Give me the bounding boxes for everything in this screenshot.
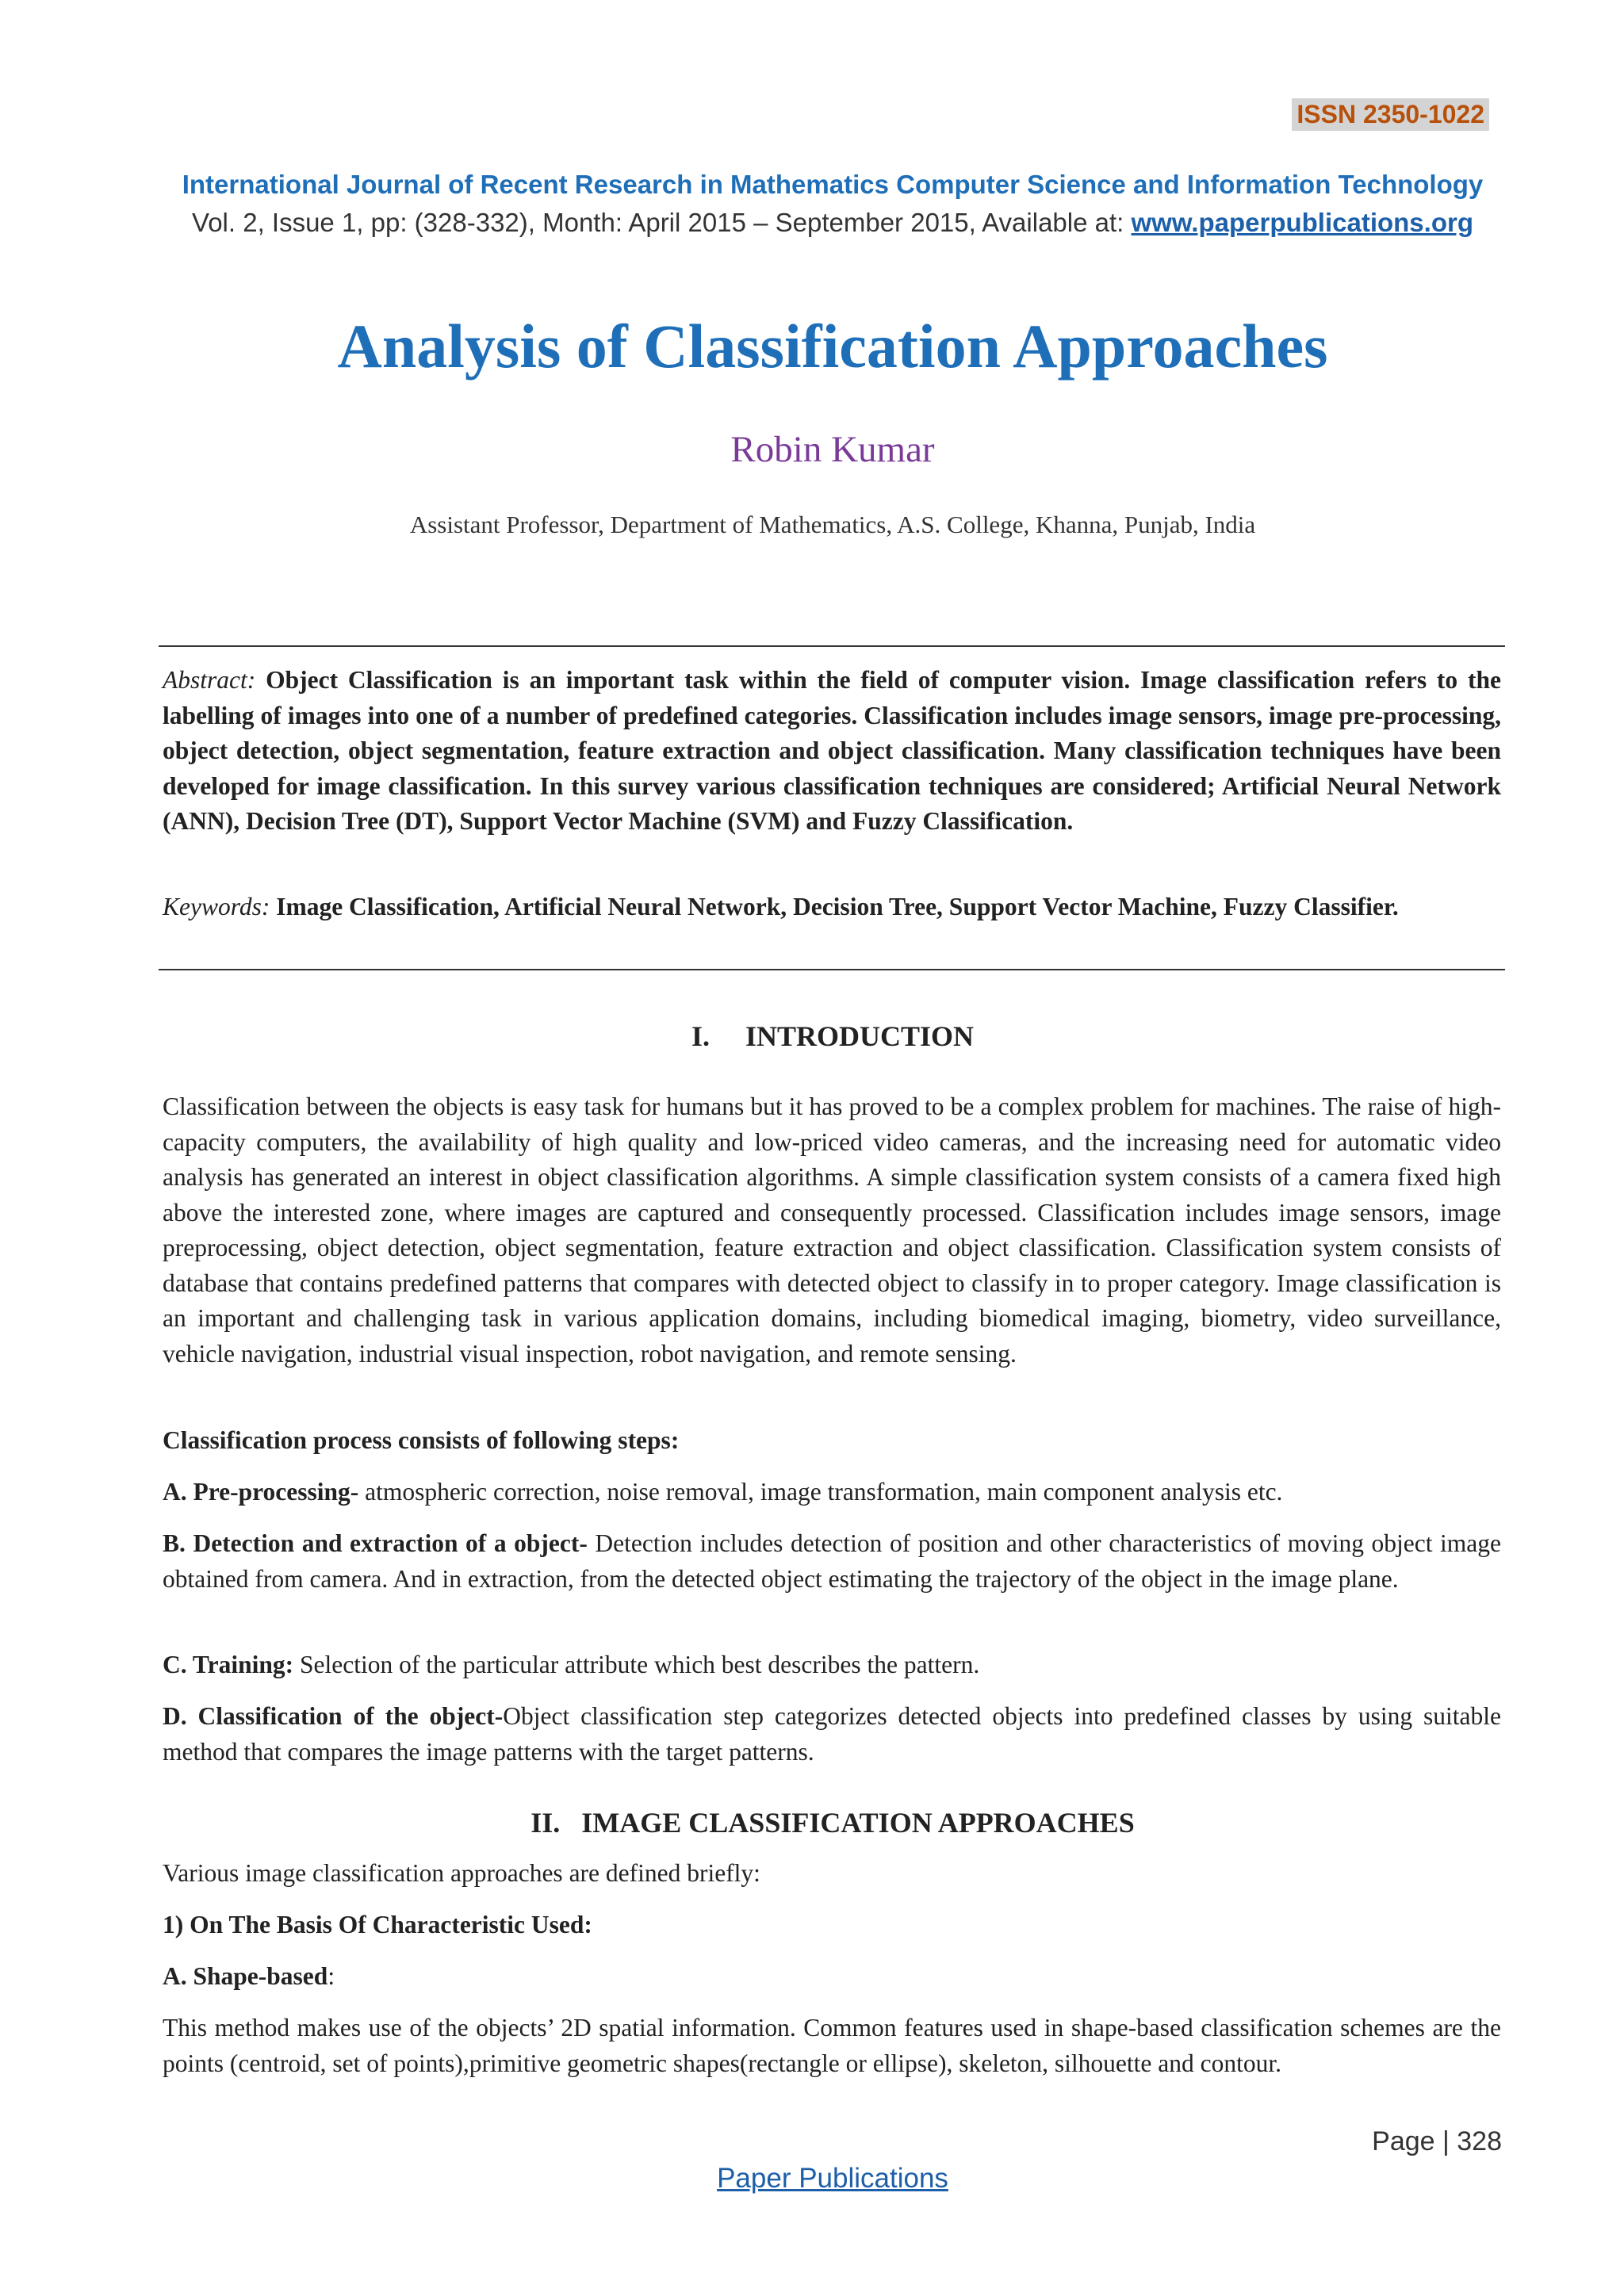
- volume-text: Vol. 2, Issue 1, pp: (328-332), Month: April 2015 – September 2015, Available at:: [192, 208, 1132, 237]
- step-d-text: Object classification step categorizes detected objects into predefined classes by using suitable method that compares the image patterns with the target patterns.: [163, 1702, 1501, 1766]
- section-heading-introduction: I. INTRODUCTION: [691, 1020, 975, 1052]
- step-b-label: B. Detection and extraction of a object-: [163, 1529, 588, 1557]
- steps-heading: Classification process consists of following steps:: [163, 1426, 680, 1454]
- step-b-text: Detection includes detection of position and other characteristics of moving object image obtained from camera. And in extraction, from the detected object estimating the trajectory of the object in the image plane.: [163, 1529, 1501, 1593]
- subsection-characteristic: 1) On The Basis Of Characteristic Used:: [163, 1911, 592, 1938]
- keywords: [163, 890, 1501, 925]
- step-d: [163, 1699, 1501, 1770]
- step-d-label: D. Classification of the object-: [163, 1702, 504, 1730]
- step-a-label: A. Pre-processing-: [163, 1478, 359, 1506]
- step-c-label: C. Training:: [163, 1651, 294, 1678]
- abstract-label: Abstract:: [163, 666, 256, 694]
- shape-based-paragraph: This method makes use of the objects’ 2D spatial information. Common features used in shape-based classification schemes are the points (centroid, set of points),primitive geometric shapes(rectangle or ellipse), skeleton, silhouette and contour.: [163, 2014, 1501, 2077]
- page-number: Page | 328: [1372, 2126, 1502, 2156]
- step-c-text: Selection of the particular attribute which best describes the pattern.: [293, 1651, 980, 1678]
- keywords-label: Keywords:: [163, 893, 270, 920]
- subsection-shape-based: [163, 1959, 1501, 1995]
- shape-based-colon: :: [327, 1962, 335, 1990]
- step-b: [163, 1526, 1501, 1597]
- section-heading-approaches: II. IMAGE CLASSIFICATION APPROACHES: [530, 1807, 1135, 1839]
- step-a: [163, 1475, 1501, 1510]
- step-a-text: atmospheric correction, noise removal, image transformation, main component analysis etc.: [358, 1478, 1283, 1506]
- issn-badge: ISSN 2350-1022: [1292, 98, 1489, 131]
- journal-website-link[interactable]: www.paperpublications.org: [1131, 208, 1473, 237]
- abstract: [163, 663, 1501, 840]
- abstract-bottom-rule: [159, 969, 1505, 970]
- author-affiliation: Assistant Professor, Department of Mathematics, A.S. College, Khanna, Punjab, India: [409, 511, 1256, 538]
- author-name: Robin Kumar: [730, 429, 935, 470]
- approaches-intro: Various image classification approaches are defined briefly:: [163, 1859, 760, 1887]
- volume-info: [0, 208, 1624, 238]
- journal-name: International Journal of Recent Research in Mathematics Computer Science and Information Technology: [182, 170, 1484, 199]
- shape-based-label: A. Shape-based: [163, 1962, 328, 1990]
- publisher-footer-link[interactable]: Paper Publications: [717, 2163, 948, 2194]
- paper-title: Analysis of Classification Approaches: [337, 312, 1328, 381]
- intro-paragraph: Classification between the objects is easy task for humans but it has proved to be a complex problem for machines. The raise of high-capacity computers, the availability of high quality and low-priced video cameras, and the increasing need for automatic video analysis has generated an interest in object classification algorithms. A simple classification system consists of a camera fixed high above the interested zone, where images are captured and consequently processed. Classification includes image sensors, image preprocessing, object detection, object segmentation, feature extraction and object classification. Classification system consists of database that contains predefined patterns that compares with detected object to classify in to proper category. Image classification is an important and challenging task in various application domains, including biomedical imaging, biometry, video surveillance, vehicle navigation, industrial visual inspection, robot navigation, and remote sensing.: [163, 1093, 1501, 1368]
- abstract-text: Object Classification is an important task within the field of computer vision. Image classification refers to the labelling of images into one of a number of predefined categories. Classification includes image sensors, image pre-processing, object detection, object segmentation, feature extraction and object classification. Many classification techniques have been developed for image classification. In this survey various classification techniques are considered; Artificial Neural Network (ANN), Decision Tree (DT), Support Vector Machine (SVM) and Fuzzy Classification.: [163, 666, 1501, 835]
- abstract-top-rule: [159, 645, 1505, 647]
- step-c: [163, 1647, 1501, 1683]
- keywords-text: Image Classification, Artificial Neural Network, Decision Tree, Support Vector Machine, Fuzzy Classifier.: [276, 893, 1399, 920]
